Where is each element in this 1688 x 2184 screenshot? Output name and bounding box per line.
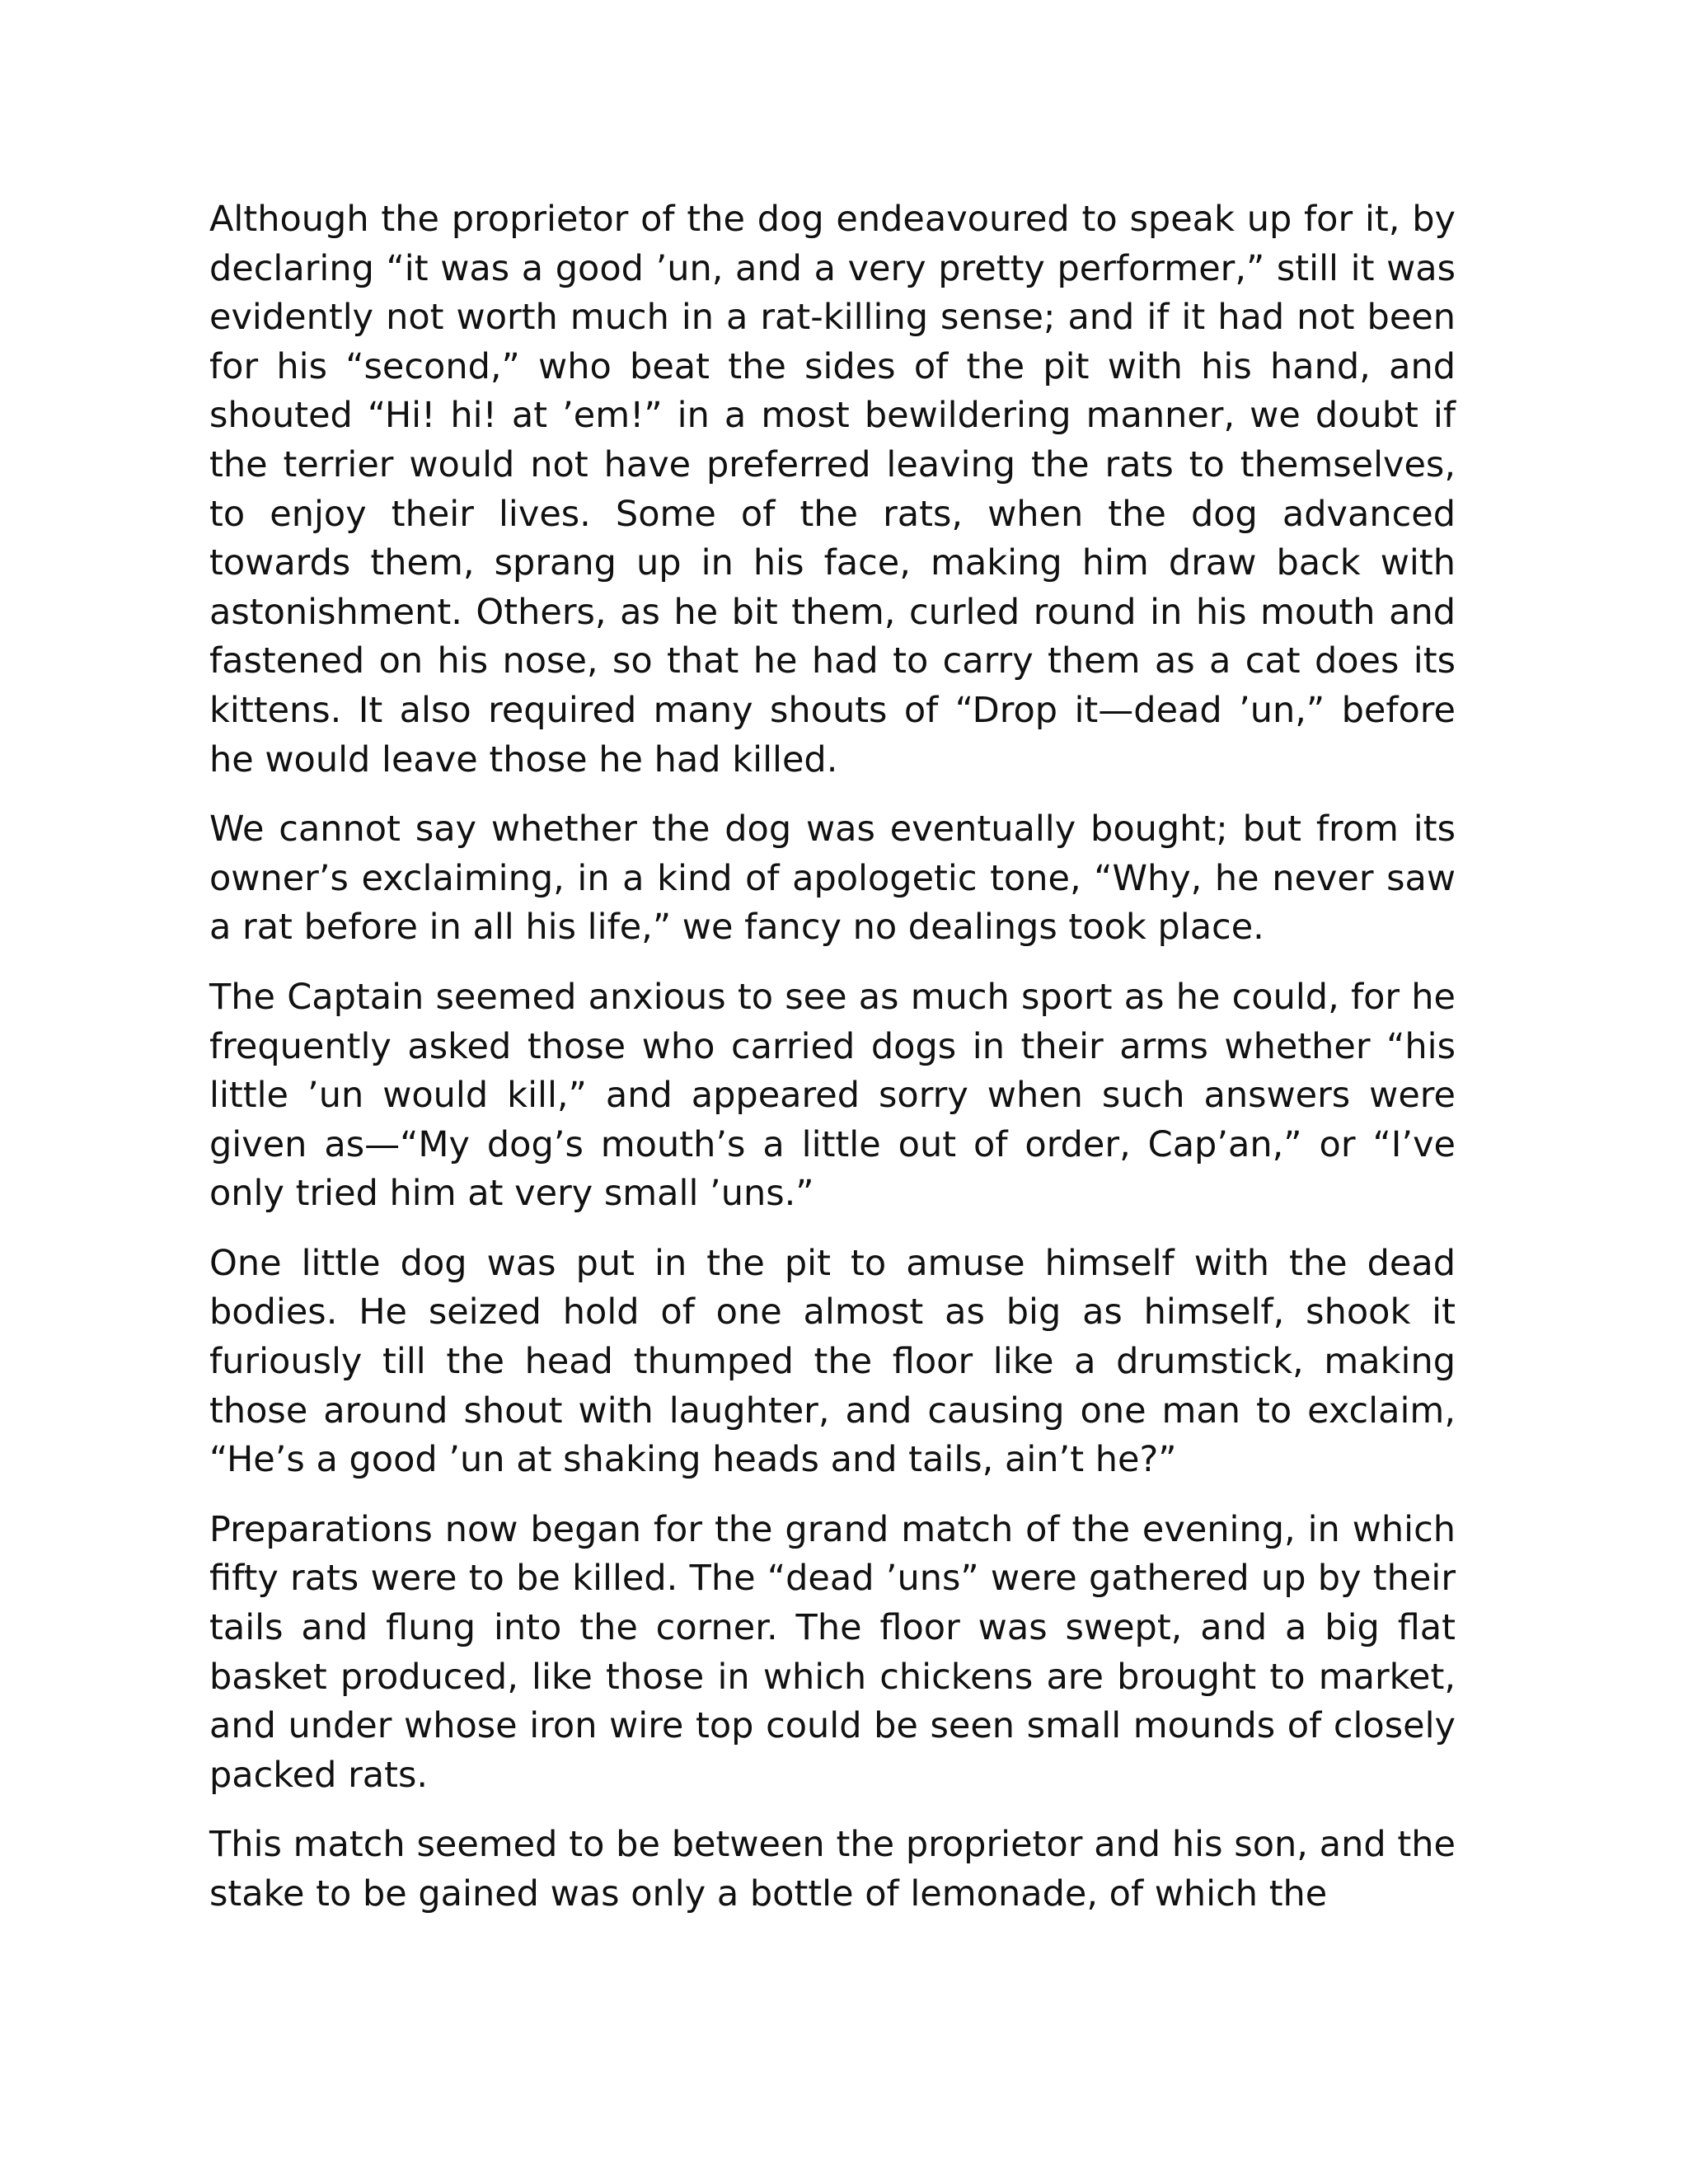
body-text [209, 195, 1456, 1919]
paragraph-6: This match seemed to be between the proprietor and his son, and the stake to be gained was only a bottle of lemonade, of which the [209, 1824, 1456, 1915]
paragraph-1: Although the proprietor of the dog endeavoured to speak up for it, by declaring “it was a good ’un, and a very pretty performer,” still it was evidently not worth much in a rat-killing sense; and if it had not been for his “second,” who beat the sides of the pit with his hand, and shouted “Hi! hi! at ’em!” in a most bewildering manner, we doubt if the terrier would not have preferred leaving the rats to themselves, to enjoy their lives. Some of the rats, when the dog advanced towards them, sprang up in his face, making him draw back with astonishment. Others, as he bit them, curled round in his mouth and fastened on his nose, so that he had to carry them as a cat does its kittens. It also required many shouts of “Drop it—dead ’un,” before he would leave those he had killed. [209, 199, 1456, 780]
paragraph-2: We cannot say whether the dog was eventually bought; but from its owner’s exclaiming, in a kind of apologetic tone, “Why, he never saw a rat before in all his life,” we fancy no dealings took place. [209, 808, 1456, 949]
paragraph-3: The Captain seemed anxious to see as much sport as he could, for he frequently asked those who carried dogs in their arms whether “his little ’un would kill,” and appeared sorry when such answers were given as—“My dog’s mouth’s a little out of order, Cap’an,” or “I’ve only tried him at very small ’uns.” [209, 976, 1456, 1215]
paragraph-5: Preparations now began for the grand match of the evening, in which fifty rats were to be killed. The “dead ’uns” were gathered up by their tails and flung into the corner. The floor was swept, and a big flat basket produced, like those in which chickens are brought to market, and under whose iron wire top could be seen small mounds of closely packed rats. [209, 1508, 1456, 1796]
paragraph-4: One little dog was put in the pit to amuse himself with the dead bodies. He seized hold of one almost as big as himself, shook it furiously till the head thumped the floor like a drumstick, making those around shout with laughter, and causing one man to exclaim, “He’s a good ’un at shaking heads and tails, ain’t he?” [209, 1242, 1456, 1481]
